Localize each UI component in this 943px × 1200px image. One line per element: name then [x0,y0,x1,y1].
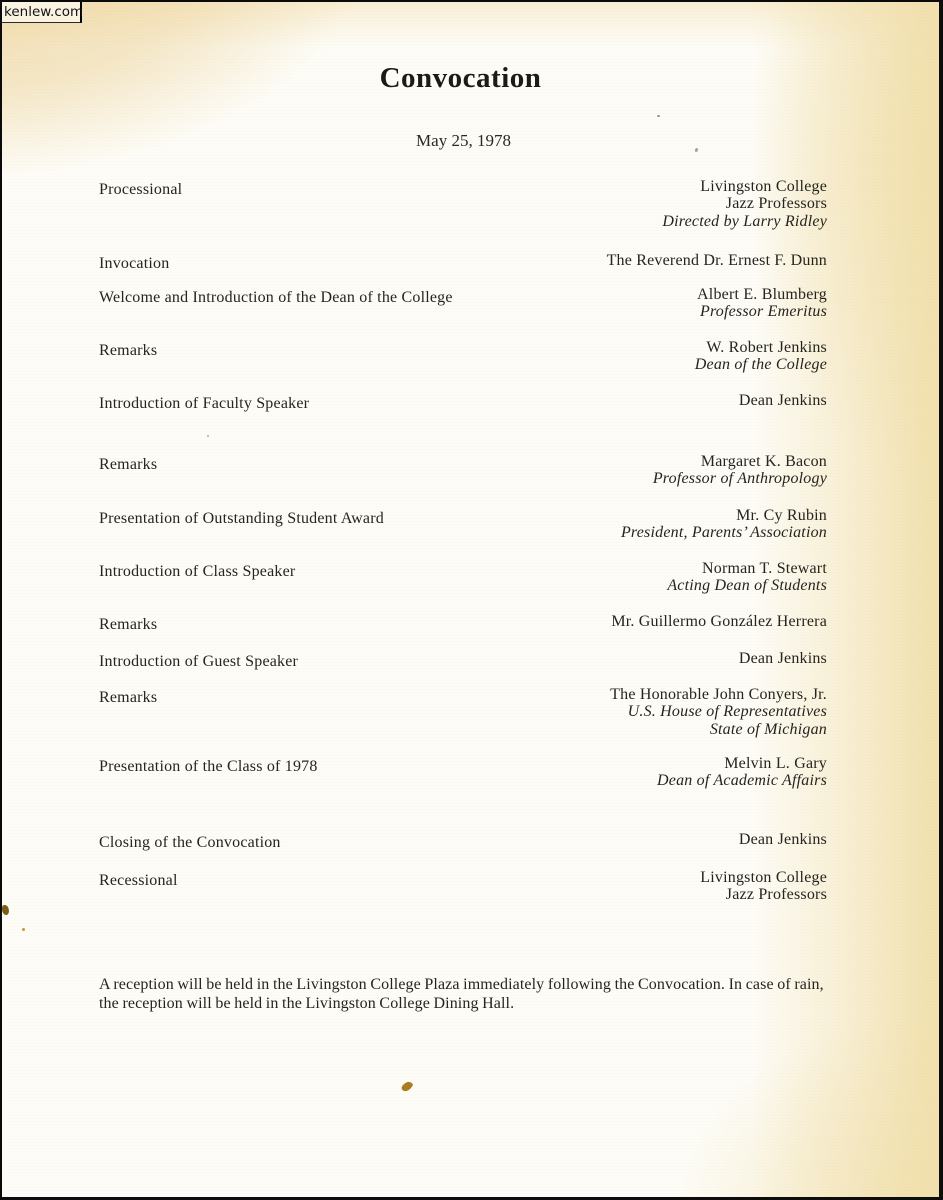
program-credit [697,286,827,321]
credit-line: Directed by Larry Ridley [662,212,827,230]
credit-line: Professor Emeritus [699,303,827,321]
program-credit [662,178,827,230]
program-label: Recessional [99,872,178,889]
page-title: Convocation [379,62,542,94]
paper-stain [400,1080,413,1094]
program-row-student-award [99,507,827,542]
program-credit [657,755,827,790]
credit-line: Jazz Professors [725,195,827,213]
program-credit [667,560,827,595]
program-row-remarks-3 [99,613,827,634]
program-label: Invocation [99,255,170,272]
program-credit [695,339,827,374]
credit-line: The Honorable John Conyers, Jr. [610,686,827,703]
program-row-remarks-4 [99,686,827,738]
credit-line: Dean Jenkins [738,650,827,667]
credit-line: Acting Dean of Students [667,577,827,595]
program-row-invocation [99,252,827,273]
credit-line: The Reverend Dr. Ernest F. Dunn [606,252,827,269]
program-credit [739,392,827,409]
watermark-text: kenlew.com [4,4,84,20]
program-label: Remarks [99,616,158,633]
program-label: Presentation of Outstanding Student Award [99,510,384,527]
program-row-intro-class-speaker [99,560,827,595]
program-label: Introduction of Class Speaker [99,563,296,580]
program-label: Processional [99,181,183,198]
program-row-recessional [99,869,827,904]
credit-line: Albert E. Blumberg [697,286,827,303]
credit-line: Norman T. Stewart [701,560,827,577]
program-label: Remarks [99,456,158,473]
program-row-welcome [99,286,827,321]
watermark [2,2,82,23]
program-row-processional [99,178,827,230]
credit-line: Professor of Anthropology [652,470,827,488]
credit-line: President, Parents’ Association [620,524,827,542]
program-label: Presentation of the Class of 1978 [99,758,318,775]
program-label: Welcome and Introduction of the Dean of the College [99,289,453,306]
program-row-closing [99,831,827,852]
program-row-remarks-1 [99,339,827,374]
credit-line: Mr. Guillermo González Herrera [611,613,827,630]
program-credit [621,507,827,542]
credit-line: Mr. Cy Rubin [736,507,827,524]
program-row-class-presentation [99,755,827,790]
program-label: Introduction of Guest Speaker [99,653,299,670]
program-credit [739,650,827,667]
paper-stain [694,148,698,153]
paper-stain [207,435,209,437]
credit-line: Dean Jenkins [738,831,827,848]
paper-stain [22,928,25,931]
paper-stain [2,905,9,915]
credit-line: Livingston College [700,178,827,195]
program-credit [700,869,827,904]
credit-line: W. Robert Jenkins [706,339,827,356]
program-label: Remarks [99,342,158,359]
credit-line: State of Michigan [709,720,827,738]
program-label: Introduction of Faculty Speaker [99,395,310,412]
program-label: Remarks [99,689,158,706]
program-credit [739,831,827,848]
credit-line: Dean of the College [694,356,827,374]
event-date: May 25, 1978 [416,131,511,150]
program-credit [653,453,827,488]
reception-note [99,975,844,1013]
credit-line: Margaret K. Bacon [700,453,827,470]
program-label: Closing of the Convocation [99,834,281,851]
reception-note-line: the reception will be held in the Livingston College Dining Hall. [99,995,515,1012]
credit-line: Dean of Academic Affairs [657,772,827,790]
reception-note-line: A reception will be held in the Livingston College Plaza immediately following the Convocation. In case of rain, [99,976,824,993]
credit-line: Jazz Professors [725,886,827,904]
program-row-intro-faculty-speaker [99,392,827,413]
program-row-intro-guest-speaker [99,650,827,671]
credit-line: Melvin L. Gary [724,755,827,772]
credit-line: Dean Jenkins [738,392,827,409]
paper-stain [657,115,660,117]
credit-line: U.S. House of Representatives [627,703,827,721]
program-credit [610,686,827,738]
program-credit [611,613,827,630]
credit-line: Livingston College [700,869,827,886]
program-credit [607,252,827,269]
program-row-remarks-2 [99,453,827,488]
